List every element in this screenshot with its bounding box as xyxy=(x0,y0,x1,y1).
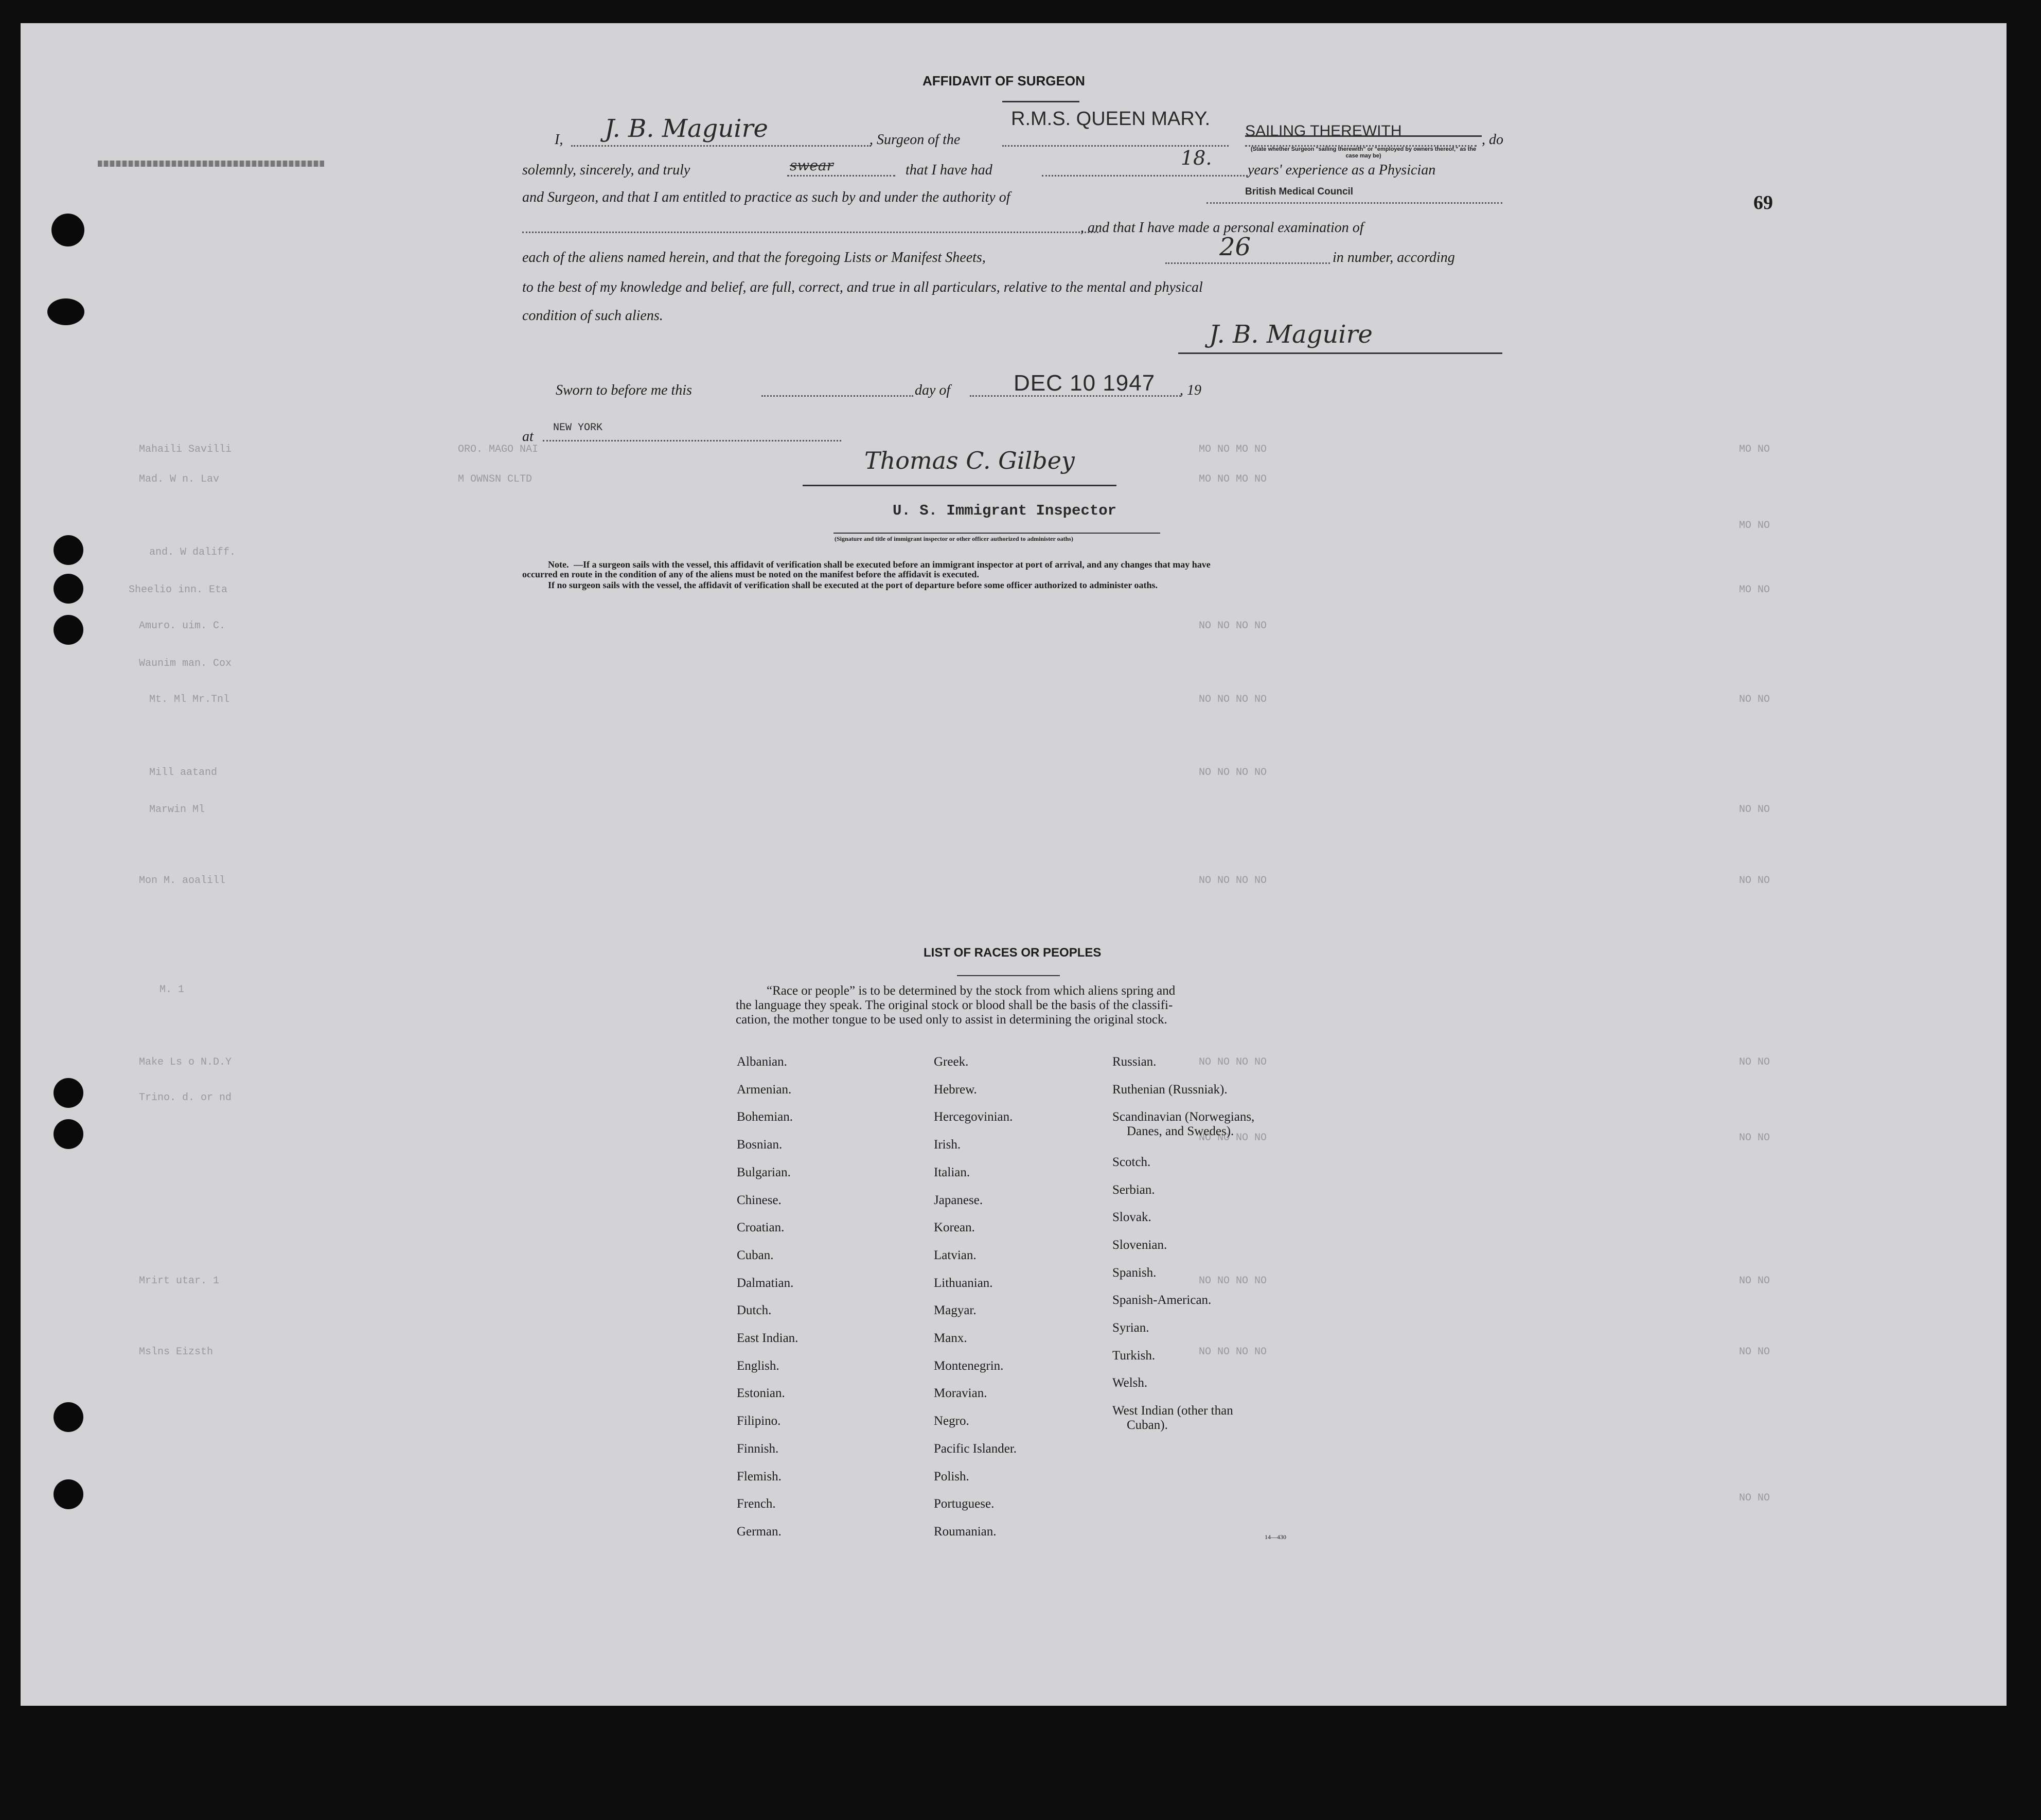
race-item: Roumanian. xyxy=(934,1524,997,1539)
fill-line xyxy=(571,145,871,147)
stamp-underline xyxy=(1002,101,1079,102)
binder-hole xyxy=(54,574,83,604)
note-label: Note. xyxy=(548,559,569,570)
sailing-status-stamp: SAILING THEREWITH xyxy=(1245,122,1402,139)
race-item: Turkish. xyxy=(1112,1348,1156,1363)
race-item: Slovak. xyxy=(1112,1210,1151,1225)
race-item: Pacific Islander. xyxy=(934,1441,1017,1456)
race-item: Negro. xyxy=(934,1414,969,1428)
binder-hole xyxy=(54,1479,83,1509)
race-item: West Indian (other than xyxy=(1112,1404,1233,1418)
signature-line xyxy=(1178,352,1502,354)
signature-line xyxy=(833,533,1160,534)
oath-word-handwritten: swear xyxy=(790,157,833,174)
races-intro: cation, the mother tongue to be used only to assist in determining the original stock. xyxy=(736,1013,1167,1027)
fill-line xyxy=(1165,262,1330,264)
affidavit-text: in number, according xyxy=(1333,250,1455,266)
binder-hole xyxy=(54,1119,83,1149)
race-item: Cuban). xyxy=(1127,1418,1168,1433)
race-item: Cuban. xyxy=(737,1248,774,1262)
affidavit-text: each of the aliens named herein, and that the foregoing Lists or Manifest Sheets, xyxy=(522,250,986,266)
surgeon-name-handwritten: J. B. Maguire xyxy=(605,114,768,143)
affidavit-text: I, xyxy=(555,132,563,148)
note-text: occurred en route in the condition of any of the aliens must be noted on the manifest before the affidavit is executed. xyxy=(522,569,979,579)
surgeon-signature: J. B. Maguire xyxy=(1209,320,1373,349)
race-item: Flemish. xyxy=(737,1469,782,1483)
race-item: Croatian. xyxy=(737,1221,785,1235)
title-rule xyxy=(957,975,1060,976)
race-item: Dalmatian. xyxy=(737,1276,794,1290)
binder-hole xyxy=(51,214,84,246)
race-item: Scandinavian (Norwegians, xyxy=(1112,1110,1255,1124)
note-text: —If a surgeon sails with the vessel, this affidavit of verification shall be executed before an immigrant inspector at port of arrival, and any changes that may have xyxy=(574,559,1211,570)
stamp-underline xyxy=(1245,135,1482,137)
affidavit-text: condition of such aliens. xyxy=(522,308,663,324)
affidavit-text: , do xyxy=(1482,132,1503,148)
affidavit-text: to the best of my knowledge and belief, are full, correct, and true in all particulars, relative to the mental and physical xyxy=(522,279,1203,295)
form-number: 14—430 xyxy=(1265,1533,1286,1541)
race-item: Lithuanian. xyxy=(934,1276,993,1290)
race-item: Montenegrin. xyxy=(934,1358,1004,1373)
affidavit-text: , Surgeon of the xyxy=(869,132,961,148)
race-item: Filipino. xyxy=(737,1414,781,1428)
race-item: English. xyxy=(737,1358,779,1373)
affidavit-text: Sworn to before me this xyxy=(556,382,692,398)
race-item: Hercegovinian. xyxy=(934,1110,1013,1124)
race-item: German. xyxy=(737,1524,782,1539)
date-stamp: DEC 10 1947 xyxy=(1014,370,1156,396)
race-item: Polish. xyxy=(934,1469,969,1483)
race-item: Scotch. xyxy=(1112,1155,1151,1169)
affidavit-text: , and that I have made a personal examination of xyxy=(1080,220,1364,236)
race-item: Chinese. xyxy=(737,1193,782,1207)
years-handwritten: 18. xyxy=(1181,147,1212,169)
race-item: Welsh. xyxy=(1112,1376,1148,1390)
race-item: Estonian. xyxy=(737,1386,785,1401)
fill-line xyxy=(1206,202,1502,204)
race-item: Manx. xyxy=(934,1331,967,1345)
inspector-caption: (Signature and title of immigrant inspector or other officer authorized to administer oaths) xyxy=(835,535,1073,542)
races-intro: “Race or people” is to be determined by the stock from which aliens spring and xyxy=(767,984,1176,998)
page-number: 69 xyxy=(1753,192,1773,214)
binder-hole xyxy=(54,615,83,645)
race-item: Spanish-American. xyxy=(1112,1293,1212,1307)
inspector-signature: Thomas C. Gilbey xyxy=(864,447,1075,474)
race-item: Hebrew. xyxy=(934,1082,977,1097)
race-item: Irish. xyxy=(934,1138,961,1152)
race-item: Moravian. xyxy=(934,1386,987,1401)
binder-hole xyxy=(47,298,84,325)
fill-line xyxy=(761,395,913,397)
race-item: Korean. xyxy=(934,1221,975,1235)
affidavit-text: solemnly, sincerely, and truly xyxy=(522,162,690,178)
race-item: Albanian. xyxy=(737,1055,787,1069)
authority-stamp: British Medical Council xyxy=(1245,186,1354,197)
affidavit-text: day of xyxy=(915,382,951,398)
affidavit-title: AFFIDAVIT OF SURGEON xyxy=(922,73,1085,89)
race-item: East Indian. xyxy=(737,1331,798,1345)
race-item: Russian. xyxy=(1112,1055,1157,1069)
race-item: Dutch. xyxy=(737,1303,772,1318)
race-item: Japanese. xyxy=(934,1193,983,1207)
inspector-title: U. S. Immigrant Inspector xyxy=(893,502,1117,519)
affidavit-text: years' experience as a Physician xyxy=(1248,162,1436,178)
binder-hole xyxy=(54,535,83,565)
place-typed: NEW YORK xyxy=(553,422,603,434)
race-item: Syrian. xyxy=(1112,1321,1149,1335)
race-item: Ruthenian (Russniak). xyxy=(1112,1082,1228,1097)
binder-hole xyxy=(54,1078,83,1108)
race-item: Danes, and Swedes). xyxy=(1127,1124,1234,1139)
race-item: Slovenian. xyxy=(1112,1238,1167,1252)
race-item: Italian. xyxy=(934,1165,970,1179)
race-item: Bosnian. xyxy=(737,1138,783,1152)
race-item: Spanish. xyxy=(1112,1265,1157,1280)
races-title: LIST OF RACES OR PEOPLES xyxy=(924,946,1102,960)
affidavit-text: and Surgeon, and that I am entitled to practice as such by and under the authority of xyxy=(522,189,1010,205)
affidavit-text: that I have had xyxy=(906,162,992,178)
sailing-note: (State whether Surgeon "sailing therewith" or "employed by owners thereof," as the case may be) xyxy=(1250,146,1477,159)
affidavit-text: , 19 xyxy=(1180,382,1201,398)
sheet-count-handwritten: 26 xyxy=(1219,233,1251,261)
binder-hole xyxy=(54,1402,83,1432)
race-item: Finnish. xyxy=(737,1441,779,1456)
race-item: French. xyxy=(737,1497,776,1511)
note-text: If no surgeon sails with the vessel, the affidavit of verification shall be executed at the port of departure before some officer authorized to administer oaths. xyxy=(548,580,1158,590)
fill-line xyxy=(543,440,841,441)
race-item: Armenian. xyxy=(737,1082,792,1097)
race-item: Greek. xyxy=(934,1055,969,1069)
fill-line xyxy=(522,232,1098,233)
race-item: Bulgarian. xyxy=(737,1165,791,1179)
vessel-name-stamp: R.M.S. QUEEN MARY. xyxy=(1011,108,1211,130)
fill-line xyxy=(787,175,895,176)
race-item: Magyar. xyxy=(934,1303,977,1318)
fill-line xyxy=(1042,175,1248,176)
affidavit-text: at xyxy=(522,429,534,445)
races-intro: the language they speak. The original stock or blood shall be the basis of the classifi- xyxy=(736,998,1173,1012)
race-item: Portuguese. xyxy=(934,1497,995,1511)
race-item: Serbian. xyxy=(1112,1182,1155,1197)
bleed-through-mark xyxy=(98,161,324,167)
race-item: Bohemian. xyxy=(737,1110,793,1124)
signature-line xyxy=(803,485,1116,486)
race-item: Latvian. xyxy=(934,1248,977,1262)
